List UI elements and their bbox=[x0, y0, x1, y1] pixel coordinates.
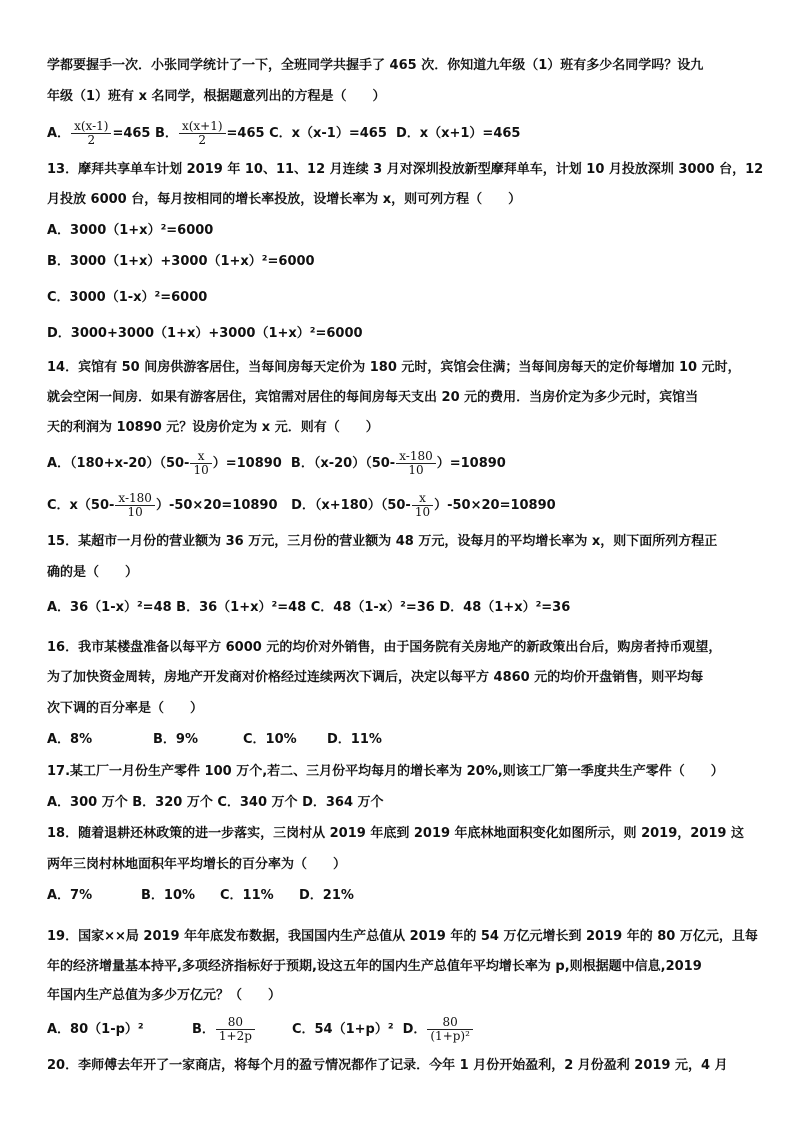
q14-options-cd bbox=[47, 492, 556, 519]
q16-text-line-3: 次下调的百分率是（ ） bbox=[47, 701, 204, 716]
q12-option-d: D．x（x+1）=465 bbox=[395, 126, 521, 141]
fraction-numerator: x(x+1) bbox=[179, 120, 226, 134]
fraction-denominator: 2 bbox=[198, 133, 207, 147]
q14-option-b-fraction bbox=[396, 450, 436, 477]
q19-option-b-label: B． bbox=[192, 1022, 215, 1037]
q15-options: A．36（1-x）²=48 B．36（1+x）²=48 C．48（1-x）²=36 D．48（1+x）²=36 bbox=[47, 600, 571, 615]
q15-text-line-1: 15．某超市一月份的营业额为 36 万元，三月份的营业额为 48 万元，设每月的平均增长率为 x，则下面所列方程正 bbox=[47, 534, 718, 549]
fraction-numerator: x(x-1) bbox=[71, 120, 111, 134]
fraction-denominator: 10 bbox=[408, 463, 424, 477]
fraction-denominator: 2 bbox=[87, 133, 96, 147]
q16-option-c: C．10% bbox=[243, 732, 297, 747]
q14-option-d-rhs: ）-50×20=10890 bbox=[434, 498, 556, 513]
q16-text-line-1: 16．我市某楼盘准备以每平方 6000 元的均价对外销售，由于国务院有关房地产的新政策出台后，购房者持币观望， bbox=[47, 640, 722, 655]
q14-options-ab bbox=[47, 450, 506, 477]
fraction-numerator: x-180 bbox=[396, 450, 436, 464]
q17-text-line-1: 17.某工厂一月份生产零件 100 万个,若二、三月份平均每月的增长率为 20%,则该工厂第一季度共生产零件（ ） bbox=[47, 764, 724, 779]
q14-option-c-fraction bbox=[115, 492, 155, 519]
q12-text-line-2: 年级（1）班有 x 名同学，根据题意列出的方程是（ ） bbox=[47, 89, 386, 104]
fraction-denominator: 10 bbox=[127, 505, 143, 519]
q12-option-a-fraction bbox=[71, 120, 111, 147]
q12-text-line-1: 学都要握手一次．小张同学统计了一下，全班同学共握手了 465 次．你知道九年级（1）班有多少名同学吗？设九 bbox=[47, 58, 704, 73]
q18-text-line-2: 两年三岗村林地面积年平均增长的百分率为（ ） bbox=[47, 857, 347, 872]
q12-option-a-rhs: =465 bbox=[112, 126, 151, 141]
q12-option-a-label: A． bbox=[47, 126, 71, 141]
q13-text-line-2: 月投放 6000 台，每月按相同的增长率投放，设增长率为 x，则可列方程（ ） bbox=[47, 192, 522, 207]
q18-option-b: B．10% bbox=[141, 888, 196, 903]
fraction-numerator: x-180 bbox=[115, 492, 155, 506]
q12-option-b-label: B． bbox=[155, 126, 178, 141]
fraction-numerator: x bbox=[412, 492, 433, 506]
q16-option-b: B．9% bbox=[153, 732, 198, 747]
q14-option-a-label: A．（180+x-20）（50- bbox=[47, 456, 190, 471]
q12-options bbox=[47, 120, 520, 147]
fraction-numerator: 80 bbox=[216, 1016, 255, 1030]
q13-option-b: B．3000（1+x）+3000（1+x）²=6000 bbox=[47, 254, 315, 269]
q19-text-line-3: 年国内生产总值为多少万亿元？（ ） bbox=[47, 988, 282, 1003]
q20-text-line-1: 20．李师傅去年开了一家商店，将每个月的盈亏情况都作了记录．今年 1 月份开始盈利，2 月份盈利 2019 元，4 月 bbox=[47, 1058, 728, 1073]
q19-text-line-1: 19．国家××局 2019 年年底发布数据，我国国内生产总值从 2019 年的 54 万亿元增长到 2019 年的 80 万亿元，且每 bbox=[47, 929, 758, 944]
q14-option-d-label: D．（x+180）（50- bbox=[291, 498, 411, 513]
q19-option-c: C．54（1+p）² bbox=[291, 1022, 394, 1037]
q13-text-line-1: 13．摩拜共享单车计划 2019 年 10、11、12 月连续 3 月对深圳投放新型摩拜单车，计划 10 月投放深圳 3000 台，12 bbox=[47, 162, 764, 177]
q13-option-d: D．3000+3000（1+x）+3000（1+x）²=6000 bbox=[47, 326, 363, 341]
q14-text-line-3: 天的利润为 10890 元？设房价定为 x 元．则有（ ） bbox=[47, 420, 379, 435]
q12-option-b-rhs: =465 bbox=[226, 126, 265, 141]
q14-option-d-fraction bbox=[412, 492, 433, 519]
q14-option-a-fraction bbox=[190, 450, 211, 477]
q16-options bbox=[47, 731, 382, 749]
q14-option-c-label: C．x（50- bbox=[47, 498, 115, 513]
q19-text-line-2: 年的经济增量基本持平,多项经济指标好于预期,设这五年的国内生产总值年平均增长率为 p,则根据题中信息,2019 bbox=[47, 959, 702, 974]
q17-options: A．300 万个 B．320 万个 C．340 万个 D．364 万个 bbox=[47, 795, 384, 810]
q16-option-d: D．11% bbox=[327, 732, 382, 747]
q18-option-a: A．7% bbox=[47, 888, 93, 903]
q18-option-c: C．11% bbox=[220, 888, 274, 903]
q14-option-a-rhs: ）=10890 bbox=[212, 456, 282, 471]
q12-option-b-fraction bbox=[179, 120, 226, 147]
q15-text-line-2: 确的是（ ） bbox=[47, 565, 139, 580]
q14-option-c-rhs: ）-50×20=10890 bbox=[155, 498, 278, 513]
fraction-numerator: x bbox=[190, 450, 211, 464]
fraction-numerator: 80 bbox=[427, 1016, 473, 1030]
fraction-denominator: 10 bbox=[414, 505, 431, 519]
fraction-denominator: (1+p)² bbox=[430, 1029, 470, 1043]
q13-option-c: C．3000（1-x）²=6000 bbox=[47, 290, 208, 305]
q14-option-b-rhs: ）=10890 bbox=[436, 456, 506, 471]
q13-option-a: A．3000（1+x）²=6000 bbox=[47, 223, 214, 238]
q18-text-line-1: 18．随着退耕还林政策的进一步落实，三岗村从 2019 年底到 2019 年底林地面积变化如图所示，则 2019，2019 这 bbox=[47, 826, 744, 841]
q19-option-d-label: D． bbox=[402, 1022, 427, 1037]
q14-text-line-2: 就会空闲一间房．如果有游客居住，宾馆需对居住的每间房每天支出 20 元的费用．当房价定为多少元时，宾馆当 bbox=[47, 390, 699, 405]
q19-option-a: A．80（1-p）² bbox=[47, 1022, 144, 1037]
fraction-denominator: 10 bbox=[193, 463, 209, 477]
q18-options bbox=[47, 887, 354, 905]
q16-text-line-2: 为了加快资金周转，房地产开发商对价格经过连续两次下调后，决定以每平方 4860 元的均价开盘销售，则平均每 bbox=[47, 670, 704, 685]
q14-text-line-1: 14．宾馆有 50 间房供游客居住，当每间房每天定价为 180 元时，宾馆会住满；当每间房每天的定价每增加 10 元时， bbox=[47, 360, 741, 375]
q19-option-d-fraction bbox=[427, 1016, 473, 1043]
q12-option-c: C．x（x-1）=465 bbox=[269, 126, 387, 141]
q19-option-b-fraction bbox=[216, 1016, 255, 1043]
q14-option-b-label: B．（x-20）（50- bbox=[290, 456, 396, 471]
q18-option-d: D．21% bbox=[299, 888, 354, 903]
q16-option-a: A．8% bbox=[47, 732, 93, 747]
fraction-denominator: 1+2p bbox=[218, 1029, 252, 1043]
q19-options bbox=[47, 1016, 474, 1043]
